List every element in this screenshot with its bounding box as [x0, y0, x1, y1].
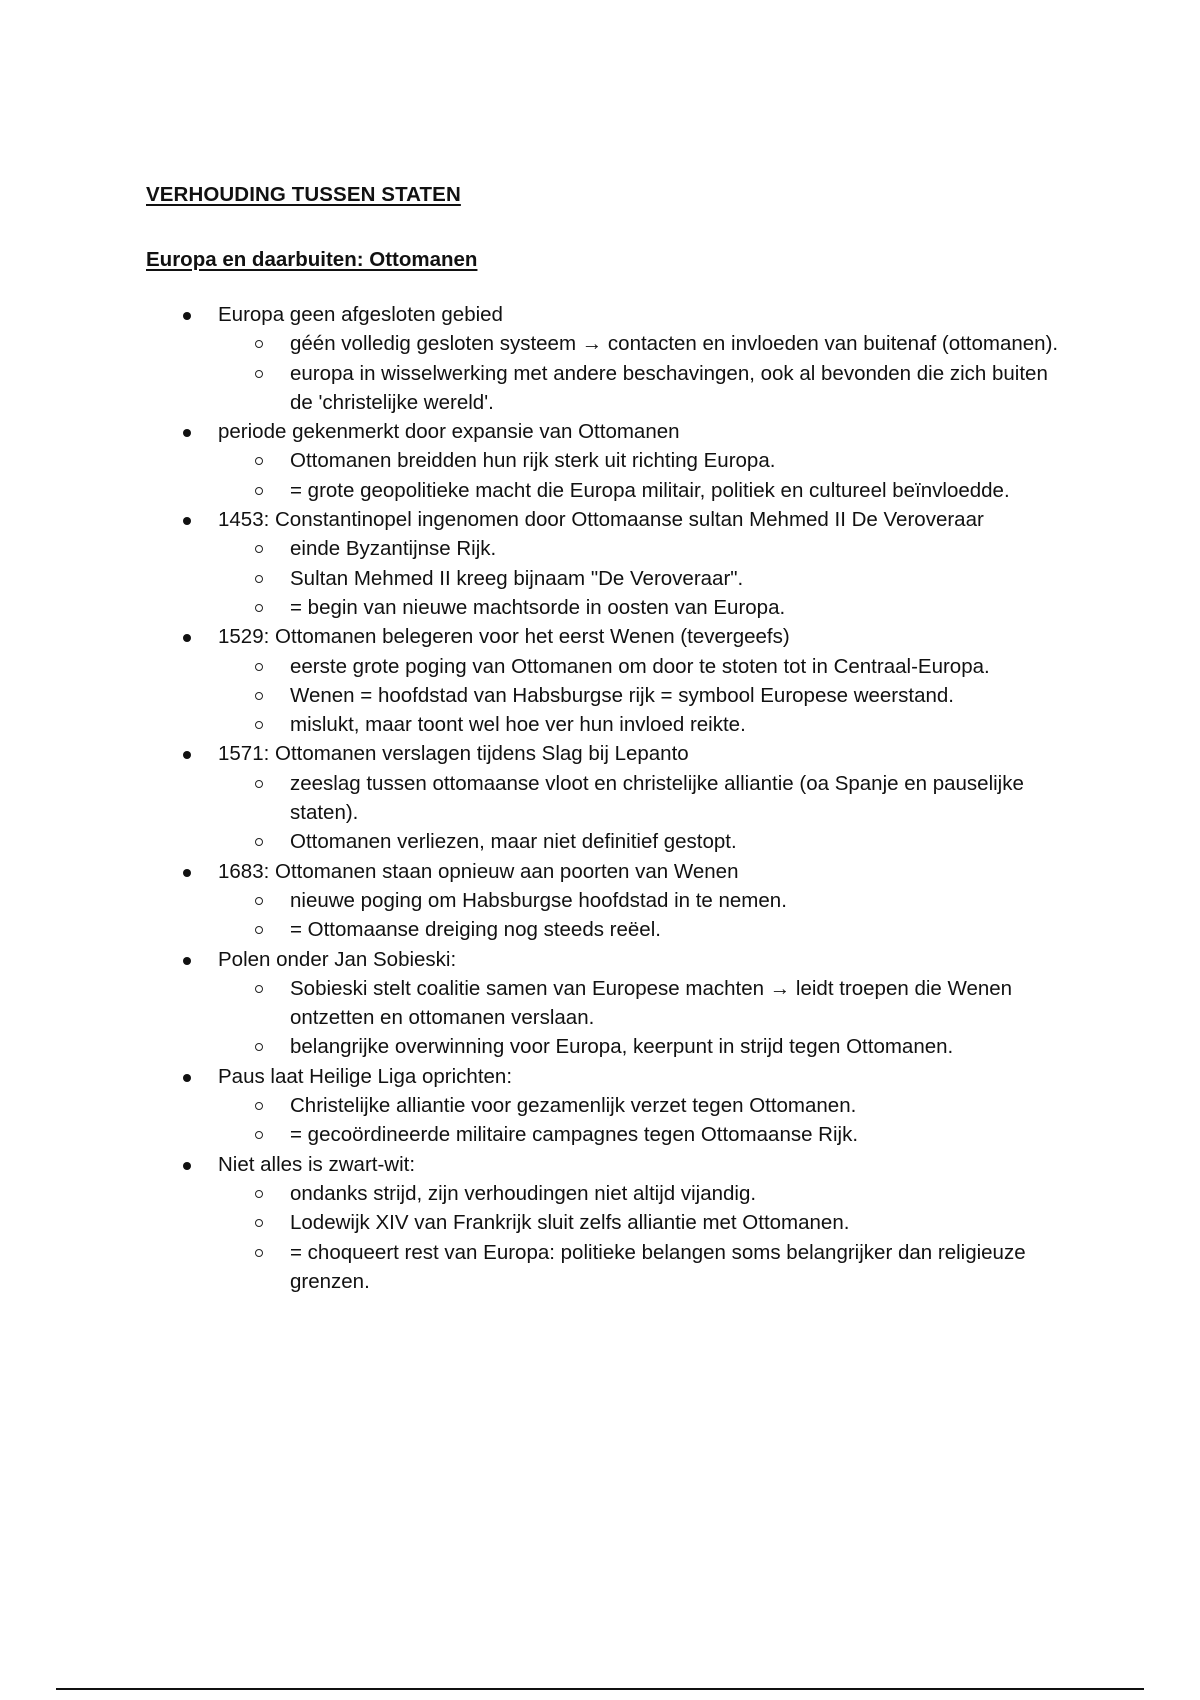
sub-list-item-text: Sobieski stelt coalitie samen van Europese machten → leidt troepen die Wenen ontzetten en ottomanen verslaan.	[290, 976, 1013, 1030]
bullet-icon	[183, 1162, 191, 1170]
hollow-bullet-icon	[255, 1043, 263, 1051]
sub-list-item	[218, 476, 1076, 505]
sub-list-item-text: eerste grote poging van Ottomanen om door te stoten tot in Centraal-Europa.	[290, 654, 990, 678]
hollow-bullet-icon	[255, 780, 263, 788]
sub-list-item	[218, 534, 1076, 563]
sub-list-item-text: Sultan Mehmed II kreeg bijnaam "De Veroveraar".	[290, 566, 744, 590]
hollow-bullet-icon	[255, 340, 263, 348]
sub-list-item-text: = choqueert rest van Europa: politieke belangen soms belangrijker dan religieuze grenzen.	[290, 1240, 1026, 1293]
bullet-list	[146, 300, 1076, 1296]
list-item	[146, 622, 1076, 739]
sub-list-item	[218, 1032, 1076, 1061]
sub-list	[218, 652, 1076, 740]
list-item	[146, 945, 1076, 1062]
section-heading: Europa en daarbuiten: Ottomanen	[146, 248, 478, 271]
hollow-bullet-icon	[255, 545, 263, 553]
list-item-text: periode gekenmerkt door expansie van Ottomanen	[218, 420, 680, 444]
list-item	[146, 505, 1076, 622]
sub-list	[218, 769, 1076, 857]
sub-list-item	[218, 827, 1076, 856]
sub-list-item	[218, 886, 1076, 915]
hollow-bullet-icon	[255, 1102, 263, 1110]
sub-list-item	[218, 564, 1076, 593]
hollow-bullet-icon	[255, 985, 263, 993]
hollow-bullet-icon	[255, 1249, 263, 1257]
sub-list-item-text: nieuwe poging om Habsburgse hoofdstad in te nemen.	[290, 888, 787, 912]
sub-list-item	[218, 1120, 1076, 1149]
list-item-text: Europa geen afgesloten gebied	[218, 303, 503, 326]
sub-list-item-text: = gecoördineerde militaire campagnes tegen Ottomaanse Rijk.	[290, 1123, 859, 1147]
sub-list	[218, 974, 1076, 1062]
footer-divider	[56, 1688, 1144, 1690]
bullet-icon	[183, 312, 191, 320]
sub-list-item-text: Ottomanen verliezen, maar niet definitief gestopt.	[290, 830, 737, 854]
hollow-bullet-icon	[255, 604, 263, 612]
hollow-bullet-icon	[255, 838, 263, 846]
sub-list	[218, 329, 1076, 417]
sub-list-item	[218, 974, 1076, 1033]
hollow-bullet-icon	[255, 926, 263, 934]
sub-list-item	[218, 1238, 1076, 1297]
hollow-bullet-icon	[255, 692, 263, 700]
sub-list-item	[218, 710, 1076, 739]
list-item	[146, 739, 1076, 856]
list-item-text: Niet alles is zwart-wit:	[218, 1152, 416, 1176]
sub-list-item	[218, 1208, 1076, 1237]
sub-list-item-text: Lodewijk XIV van Frankrijk sluit zelfs alliantie met Ottomanen.	[290, 1211, 850, 1235]
sub-list-item-text: géén volledig gesloten systeem → contacten en invloeden van buitenaf (ottomanen).	[290, 332, 1059, 356]
hollow-bullet-icon	[255, 487, 263, 495]
hollow-bullet-icon	[255, 1131, 263, 1139]
hollow-bullet-icon	[255, 897, 263, 905]
sub-list-item-text: mislukt, maar toont wel hoe ver hun invloed reikte.	[290, 713, 746, 737]
list-item	[146, 417, 1076, 505]
bullet-icon	[183, 1074, 191, 1082]
sub-list-item	[218, 359, 1076, 418]
bullet-icon	[183, 869, 191, 877]
hollow-bullet-icon	[255, 663, 263, 671]
hollow-bullet-icon	[255, 721, 263, 729]
sub-list-item-text: einde Byzantijnse Rijk.	[290, 537, 497, 561]
sub-list-item	[218, 446, 1076, 475]
sub-list-item-text: = Ottomaanse dreiging nog steeds reëel.	[290, 918, 661, 942]
sub-list-item-text: Christelijke alliantie voor gezamenlijk verzet tegen Ottomanen.	[290, 1094, 857, 1118]
list-item-text: 1529: Ottomanen belegeren voor het eerst Wenen (tevergeefs)	[218, 625, 790, 649]
list-item	[146, 1150, 1076, 1296]
hollow-bullet-icon	[255, 1219, 263, 1227]
list-item-text: Paus laat Heilige Liga oprichten:	[218, 1064, 513, 1088]
list-item-text: 1683: Ottomanen staan opnieuw aan poorten van Wenen	[218, 859, 739, 883]
sub-list-item	[218, 1179, 1076, 1208]
sub-list-item	[218, 769, 1076, 828]
sub-list-item	[218, 652, 1076, 681]
sub-list-item-text: Wenen = hoofdstad van Habsburgse rijk = symbool Europese weerstand.	[290, 683, 954, 707]
list-item-text: Polen onder Jan Sobieski:	[218, 947, 457, 971]
sub-list	[218, 886, 1076, 945]
bullet-icon	[183, 634, 191, 642]
sub-list	[218, 446, 1076, 505]
list-item	[146, 1062, 1076, 1150]
bullet-icon	[183, 517, 191, 525]
list-item	[146, 300, 1076, 417]
sub-list-item	[218, 1091, 1076, 1120]
page-title: VERHOUDING TUSSEN STATEN	[146, 183, 461, 206]
sub-list	[218, 1179, 1076, 1296]
sub-list-item-text: Ottomanen breidden hun rijk sterk uit richting Europa.	[290, 449, 776, 473]
sub-list	[218, 534, 1076, 622]
bullet-icon	[183, 429, 191, 437]
sub-list-item	[218, 329, 1076, 358]
sub-list-item-text: zeeslag tussen ottomaanse vloot en christelijke alliantie (oa Spanje en pauselijke staten).	[290, 771, 1024, 825]
sub-list	[218, 1091, 1076, 1150]
sub-list-item	[218, 681, 1076, 710]
bullet-icon	[183, 957, 191, 965]
sub-list-item	[218, 593, 1076, 622]
list-item-text: 1571: Ottomanen verslagen tijdens Slag bij Lepanto	[218, 742, 689, 766]
bullet-icon	[183, 751, 191, 759]
list-item	[146, 857, 1076, 945]
hollow-bullet-icon	[255, 575, 263, 583]
hollow-bullet-icon	[255, 457, 263, 465]
hollow-bullet-icon	[255, 370, 263, 378]
hollow-bullet-icon	[255, 1190, 263, 1198]
sub-list-item-text: ondanks strijd, zijn verhoudingen niet altijd vijandig.	[290, 1181, 757, 1205]
sub-list-item-text: = begin van nieuwe machtsorde in oosten van Europa.	[290, 595, 786, 619]
sub-list-item-text: europa in wisselwerking met andere beschavingen, ook al bevonden die zich buiten de 'christelijke wereld'.	[290, 361, 1048, 414]
sub-list-item-text: belangrijke overwinning voor Europa, keerpunt in strijd tegen Ottomanen.	[290, 1035, 954, 1059]
sub-list-item-text: = grote geopolitieke macht die Europa militair, politiek en cultureel beïnvloedde.	[290, 478, 1010, 502]
sub-list-item	[218, 915, 1076, 944]
list-item-text: 1453: Constantinopel ingenomen door Ottomaanse sultan Mehmed II De Veroveraar	[218, 508, 984, 532]
